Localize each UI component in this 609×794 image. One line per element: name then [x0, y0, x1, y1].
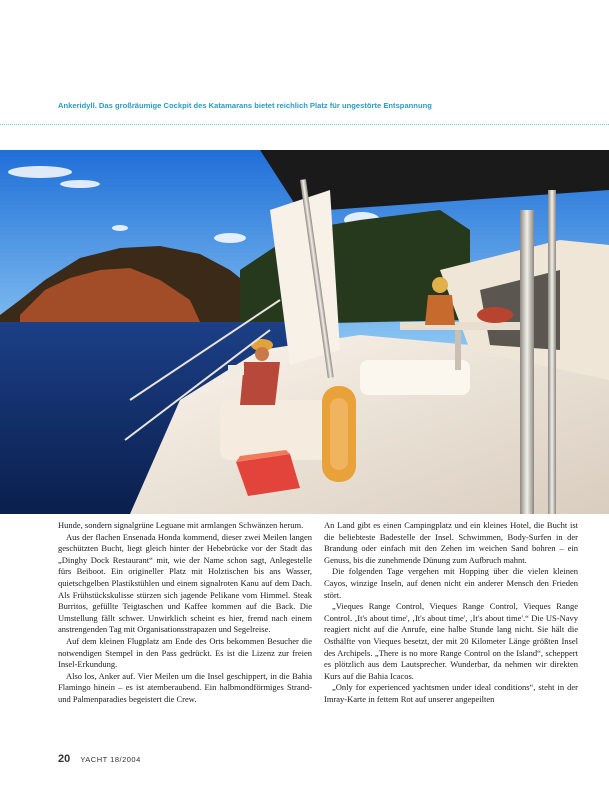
paragraph: Aus der flachen Ensenada Honda kommend, dieser zwei Meilen langen geschützten Bucht, liegt gleich hinter der Hebebrücke vor der Stadt das „Dinghy Dock Restaurant“ mit, wie der Name schon sagt, Anlegestelle fürs Beiboot. Ein origineller Platz mit Holztischen bis ans Wasser, quietschgelben Plastikstühlen und einem signalroten Kanu auf dem Dach. Als Frühstückskulisse stürzen sich jagende Pelikane vom Himmel. Steak Burritos, gefüllte Teigtaschen und Kaffee kommen auf die Back. Die Umstellung fällt schwer. Unwirklich scheint es hier, fremd nach einem anstrengenden Tag mit Organisationsstrapazen und Segelreise. — [58, 531, 312, 635]
body-column-left — [58, 520, 312, 706]
magazine-issue: YACHT 18/2004 — [80, 755, 141, 764]
cockpit-seat — [360, 360, 470, 395]
paragraph: Die folgenden Tage vergehen mit Hopping über die vielen kleinen Cayos, winzige Inseln, auf denen nicht ein anderer Mensch den Frieden stört. — [324, 566, 578, 600]
paragraph: Auf dem kleinen Flugplatz am Ende des Orts bekommen Besucher die notwendigen Stempel in den Pass gedrückt. Es ist die Lizenz zur freien Insel-Erkundung. — [58, 635, 312, 670]
paragraph: „Only for experienced yachtsmen under ideal conditions“, steht in der Imray-Karte in fettem Rot auf unserer angepeilten — [324, 682, 578, 704]
page-number: 20 — [58, 753, 71, 765]
paragraph: „Vieques Range Control, Vieques Range Control, Vieques Range Control. ‚It's about time', ‚It's about time', ‚It's about time'.“ Die US-Navy reagiert nicht auf die Anrufe, eine halbe Stunde lang nicht. Sie hält die Osthälfte von Vieques besetzt, der mit 20 Kilometer Länge größten Insel des Archipels. „There is no more Range Control on the Island“, scheppert es plötzlich aus dem Lautsprecher. Wunderbar, da nehmen wir direkten Kurs auf die Bahia Icacos. — [324, 601, 578, 681]
cockpit-photo-illustration — [0, 150, 609, 514]
stainless-pole — [520, 210, 534, 514]
paragraph: An Land gibt es einen Campingplatz und ein kleines Hotel, die Bucht ist die beliebteste Badestelle der Insel. Schwimmen, Body-Surfen in der Brandung oder einfach mit den Zehen im weichen Sand bohren – ein Genuss, bis die zunehmende Dünung zum Aufbruch mahnt. — [324, 520, 578, 565]
paragraph: Also los, Anker auf. Vier Meilen um die Insel geschippert, in die Bahia Flamingo hinein – es ist atemberaubend. Ein halbmondförmiges Strand- und Palmenparadies begeistert die Crew. — [58, 670, 312, 704]
page-footer — [58, 753, 141, 765]
paragraph: Hunde, sondern signalgrüne Leguane mit armlangen Schwänzen herum. — [58, 520, 304, 530]
caption-divider — [0, 124, 609, 125]
cockpit-photo — [0, 150, 609, 514]
cockpit-table — [400, 322, 520, 330]
photo-caption: Ankeridyll. Das großräumige Cockpit des Katamarans bietet reichlich Platz für ungestörte Entspannung — [58, 101, 432, 110]
body-column-right — [324, 520, 578, 706]
